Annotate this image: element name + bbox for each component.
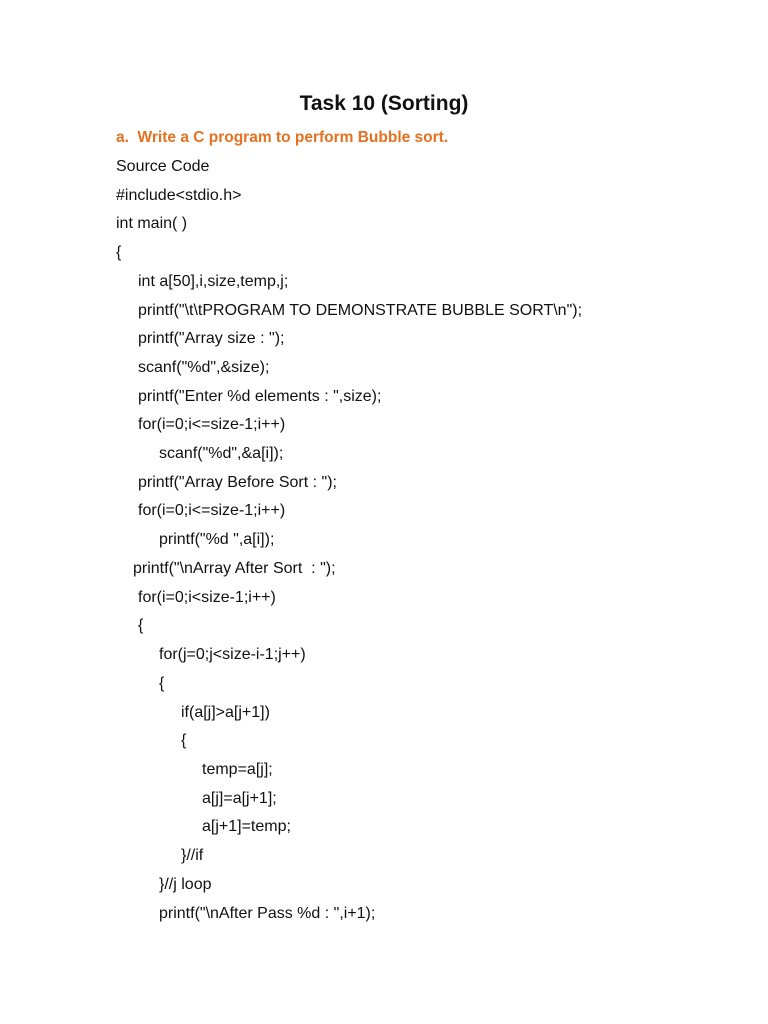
- code-line: for(j=0;j<size-i-1;j++): [159, 646, 306, 663]
- code-line: for(i=0;i<=size-1;i++): [138, 502, 286, 519]
- code-line: a[j+1]=temp;: [202, 818, 291, 835]
- code-line: a[j]=a[j+1];: [202, 790, 277, 807]
- code-line: int a[50],i,size,temp,j;: [138, 273, 289, 290]
- code-line: {: [138, 617, 144, 634]
- code-line: {: [159, 675, 165, 692]
- code-line: {: [181, 732, 187, 749]
- code-line: printf("Array Before Sort : ");: [138, 474, 337, 491]
- question-heading: a. Write a C program to perform Bubble sort.: [116, 129, 449, 146]
- code-line: scanf("%d",&a[i]);: [159, 445, 284, 462]
- code-line: if(a[j]>a[j+1]): [181, 704, 270, 721]
- code-line: printf("\t\tPROGRAM TO DEMONSTRATE BUBBLE SORT\n");: [138, 302, 583, 319]
- code-line: temp=a[j];: [202, 761, 273, 778]
- code-line: printf("\nArray After Sort : ");: [133, 560, 336, 577]
- code-line: printf("Array size : ");: [138, 330, 285, 347]
- code-line: int main( ): [116, 215, 188, 232]
- code-line: }//j loop: [159, 876, 212, 893]
- section-label: Source Code: [116, 158, 210, 175]
- page-title: Task 10 (Sorting): [299, 92, 469, 115]
- code-line: printf("\nAfter Pass %d : ",i+1);: [159, 905, 376, 922]
- code-line: }//if: [181, 847, 204, 864]
- code-line: {: [116, 244, 122, 261]
- code-line: for(i=0;i<size-1;i++): [138, 589, 276, 606]
- code-line: printf("%d ",a[i]);: [159, 531, 275, 548]
- code-line: printf("Enter %d elements : ",size);: [138, 388, 382, 405]
- code-line: for(i=0;i<=size-1;i++): [138, 416, 286, 433]
- code-line: #include<stdio.h>: [116, 187, 242, 204]
- code-line: scanf("%d",&size);: [138, 359, 270, 376]
